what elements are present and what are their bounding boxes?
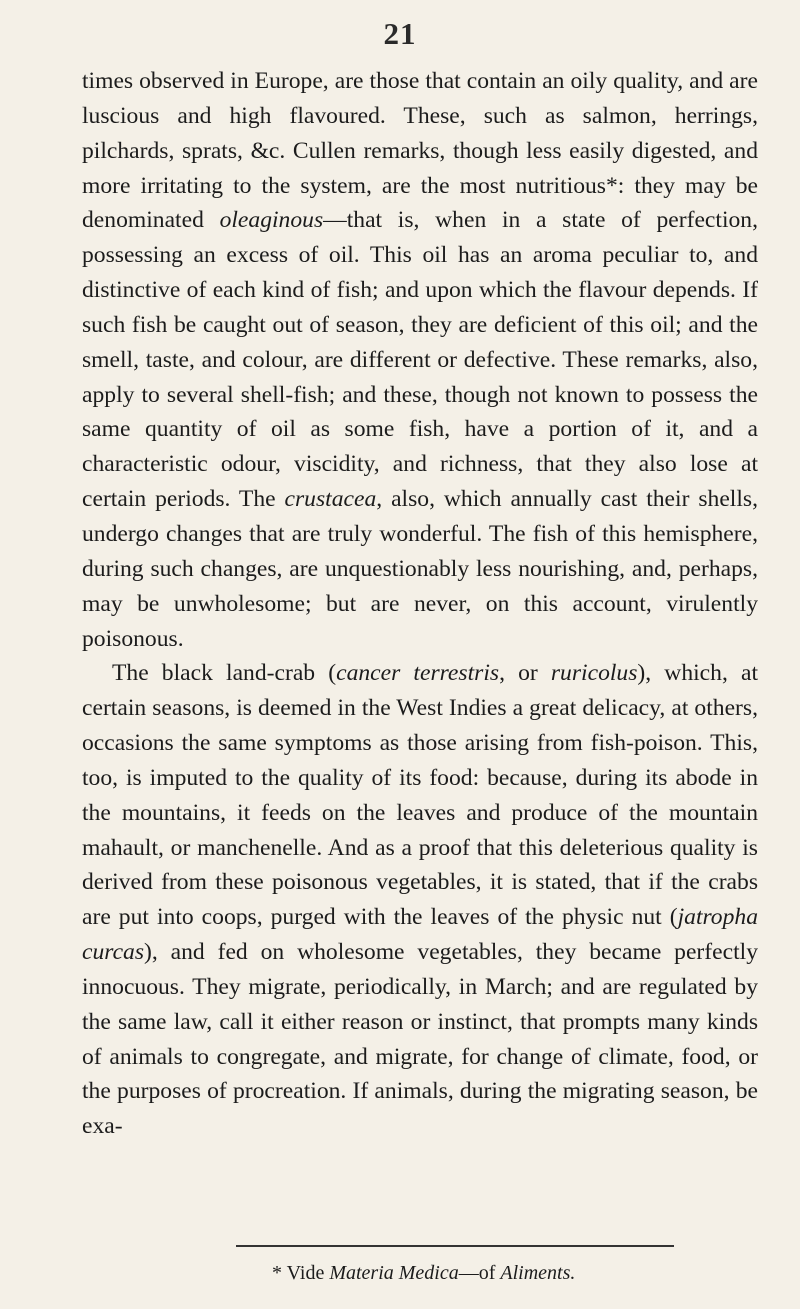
footnote xyxy=(272,1260,575,1286)
paragraph-1-text: —that is, when in a state of perfection, possessing an excess of oil. This oil has an aroma peculiar to, and distinctive of each kind of fish; and upon which the flavour depends. If such fish be caught out of season, they are deficient of this oil; and the smell, taste, and colour, are different or defective. These remarks, also, apply to several shell-fish; and these, though not known to possess the same quantity of oil as some fish, have a portion of it, and a characteristic odour, viscidity, and richness, that they also lose at certain periods. The xyxy=(82,207,759,513)
paragraph-2-text: The black land-crab ( xyxy=(112,660,337,687)
footnote-prefix: * Vide xyxy=(272,1262,330,1284)
paragraph-1 xyxy=(82,64,758,656)
footnote-divider xyxy=(236,1245,674,1247)
body-text xyxy=(82,64,758,1144)
term-crustacea: crustacea xyxy=(284,486,377,513)
footnote-term-materia-medica: Materia Medica xyxy=(329,1262,459,1284)
paragraph-2-text: ), and fed on wholesome vegetables, they became perfectly innocuous. They migrate, periodically, in March; and are regulated by the same law, call it either reason or instinct, that prompts many kinds of animals to congregate, and migrate, for change of climate, food, or the purposes of procreation. If animals, during the migrating season, be exa- xyxy=(82,939,758,1140)
footnote-mid: —of xyxy=(458,1262,501,1284)
paragraph-1-text: times observed in Europe, are those that contain an oily quality, and are luscious and high flavoured. These, such as salmon, herrings, pilchards, sprats, &c. Cullen remarks, though less easily digested, and more irritating to the system, are the most nutritious*: they may be denominated xyxy=(82,68,758,234)
paragraph-2 xyxy=(82,656,758,1144)
term-cancer-terrestris: cancer terrestris xyxy=(336,660,500,687)
paragraph-1-text: , also, which annually cast their shells, undergo changes that are truly wonderful. The fish of this hemisphere, during such changes, are unquestionably less nourishing, and, perhaps, may be unwholesome; but are never, on this account, virulently poisonous. xyxy=(82,486,758,652)
term-ruricolus: ruricolus xyxy=(550,660,638,687)
footnote-term-aliments: Aliments. xyxy=(500,1262,576,1284)
term-oleaginous: oleaginous xyxy=(219,207,324,234)
paragraph-2-text: ), which, at certain seasons, is deemed in the West Indies a great delicacy, at others, occasions the same symptoms as those arising from fish-poison. This, too, is imputed to the quality of its food: because, during its abode in the mountains, it feeds on the leaves and produce of the mountain mahault, or manchenelle. And as a proof that this deleterious quality is derived from these poisonous vegetables, it is stated, that if the crabs are put into coops, purged with the leaves of the physic nut ( xyxy=(82,660,759,931)
page-number: 21 xyxy=(383,16,417,51)
paragraph-2-text: , or xyxy=(499,660,551,687)
term-jatropha-curcas: jatropha curcas xyxy=(82,904,758,966)
